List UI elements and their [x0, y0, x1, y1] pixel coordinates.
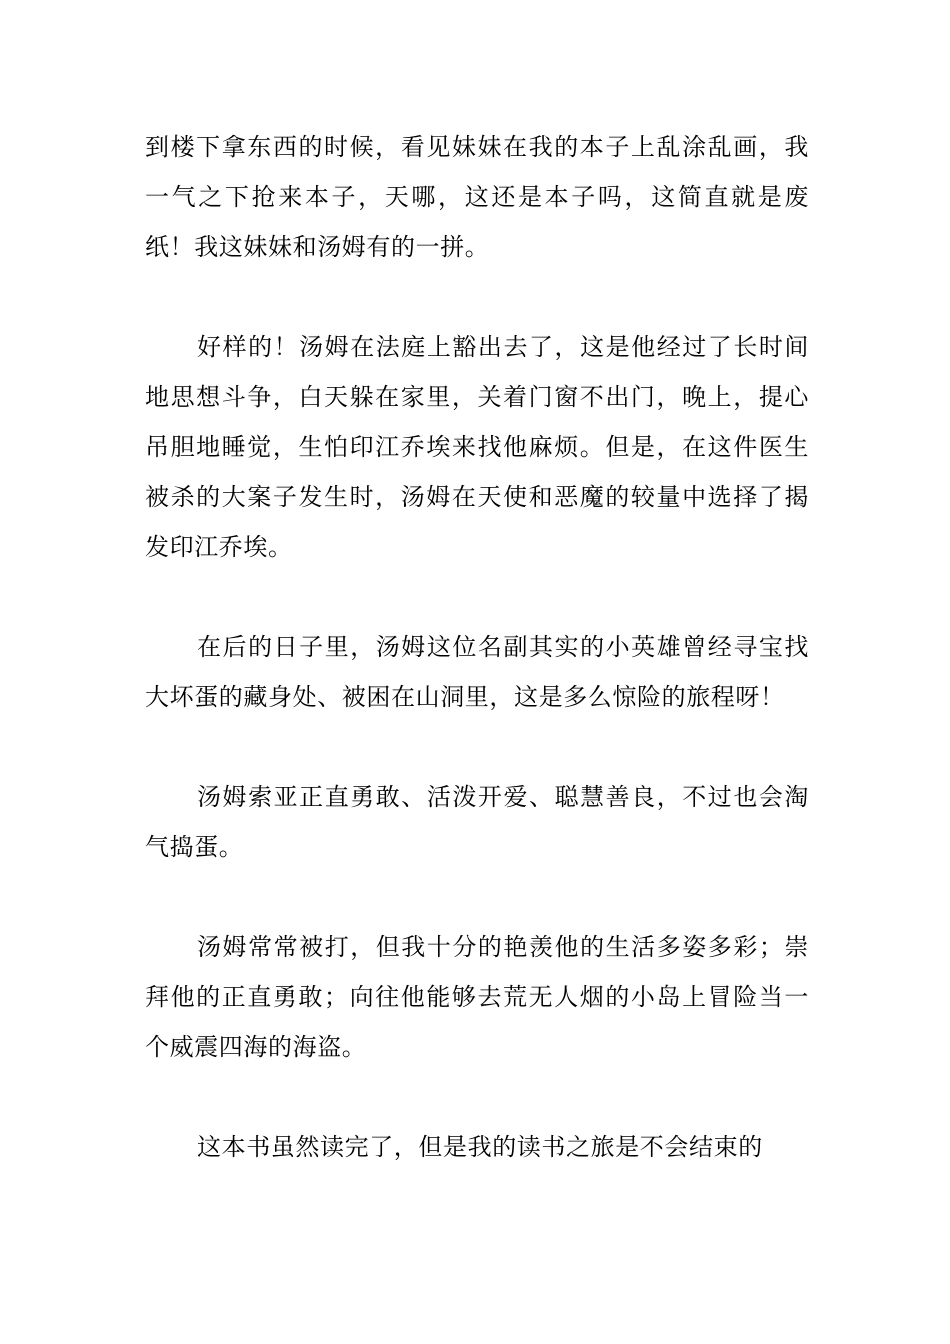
paragraph-3: 在后的日子里，汤姆这位名副其实的小英雄曾经寻宝找大坏蛋的藏身处、被困在山洞里，这是多么惊险的旅程呀！ [145, 633, 809, 711]
paragraph-5: 汤姆常常被打，但我十分的艳羡他的生活多姿多彩；崇拜他的正直勇敢；向往他能够去荒无人烟的小岛上冒险当一个威震四海的海盗。 [145, 933, 809, 1061]
document-body [145, 122, 809, 1222]
paragraph-2: 好样的！汤姆在法庭上豁出去了，这是他经过了长时间地思想斗争，白天躲在家里，关着门窗不出门，晚上，提心吊胆地睡觉，生怕印江乔埃来找他麻烦。但是，在这件医生被杀的大案子发生时，汤姆在天使和恶魔的较量中选择了揭发印江乔埃。 [145, 333, 809, 561]
paragraph-1: 到楼下拿东西的时候，看见妹妹在我的本子上乱涂乱画，我一气之下抢来本子，天哪，这还是本子吗，这简直就是废纸！我这妹妹和汤姆有的一拼。 [145, 133, 809, 261]
paragraph-4: 汤姆索亚正直勇敢、活泼开爱、聪慧善良，不过也会淘气捣蛋。 [145, 783, 809, 861]
paragraph-6: 这本书虽然读完了，但是我的读书之旅是不会结束的 [197, 1133, 763, 1161]
